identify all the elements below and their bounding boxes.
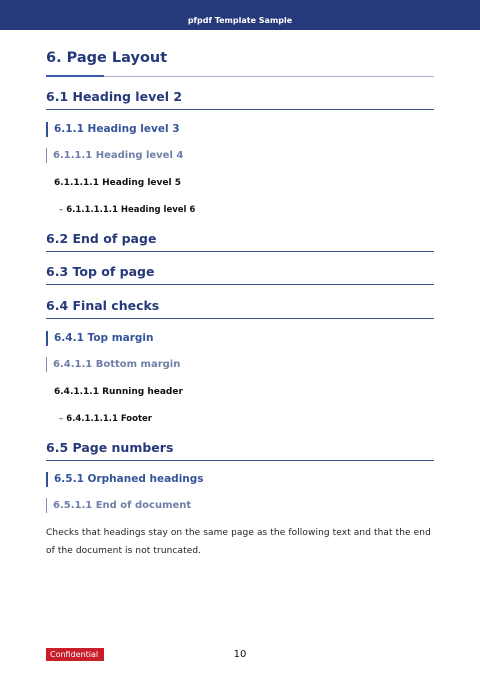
page-number: 10 (233, 649, 247, 660)
heading-level-5-6-4-1-1-1: 6.4.1.1.1 Running header (54, 387, 183, 397)
heading-level-6-text: 6.1.1.1.1.1 Heading level 6 (66, 205, 196, 215)
subsection-heading-6-5-1: 6.5.1 Orphaned headings (46, 472, 442, 487)
subsection-heading-6-4-1: 6.4.1 Top margin (46, 331, 442, 346)
heading-level-6-6-4-1-1-1-1 (59, 414, 447, 424)
heading-level-6-text: 6.4.1.1.1.1 Footer (66, 414, 153, 424)
confidential-badge: Confidential (46, 648, 104, 661)
heading-level-6-6-1-1-1-1-1 (59, 205, 447, 215)
chapter-heading-text: 6. Page Layout (46, 50, 168, 66)
heading-level-4-6-1-1-1: 6.1.1.1 Heading level 4 (46, 148, 441, 163)
section-heading-6-3: 6.3 Top of page (46, 264, 434, 285)
heading-level-5-6-1-1-1-1: 6.1.1.1.1 Heading level 5 (54, 178, 181, 188)
header-title: pfpdf Template Sample (187, 16, 293, 25)
heading-level-4-6-4-1-1: 6.4.1.1 Bottom margin (46, 357, 441, 372)
body-paragraph: Checks that headings stay on the same page as the following text and that the end of the document is not truncated. (46, 528, 431, 556)
section-heading-6-5: 6.5 Page numbers (46, 440, 434, 461)
section-heading-6-1: 6.1 Heading level 2 (46, 89, 434, 110)
section-heading-6-4: 6.4 Final checks (46, 298, 434, 319)
running-header (0, 0, 480, 30)
heading-level-4-6-5-1-1: 6.5.1.1 End of document (46, 498, 441, 513)
heading-dash: – (59, 414, 64, 424)
chapter-heading (46, 50, 434, 77)
section-heading-6-2: 6.2 End of page (46, 231, 434, 252)
subsection-heading-6-1-1: 6.1.1 Heading level 3 (46, 122, 442, 137)
heading-dash: – (59, 205, 64, 215)
chapter-heading-accent (46, 75, 104, 77)
